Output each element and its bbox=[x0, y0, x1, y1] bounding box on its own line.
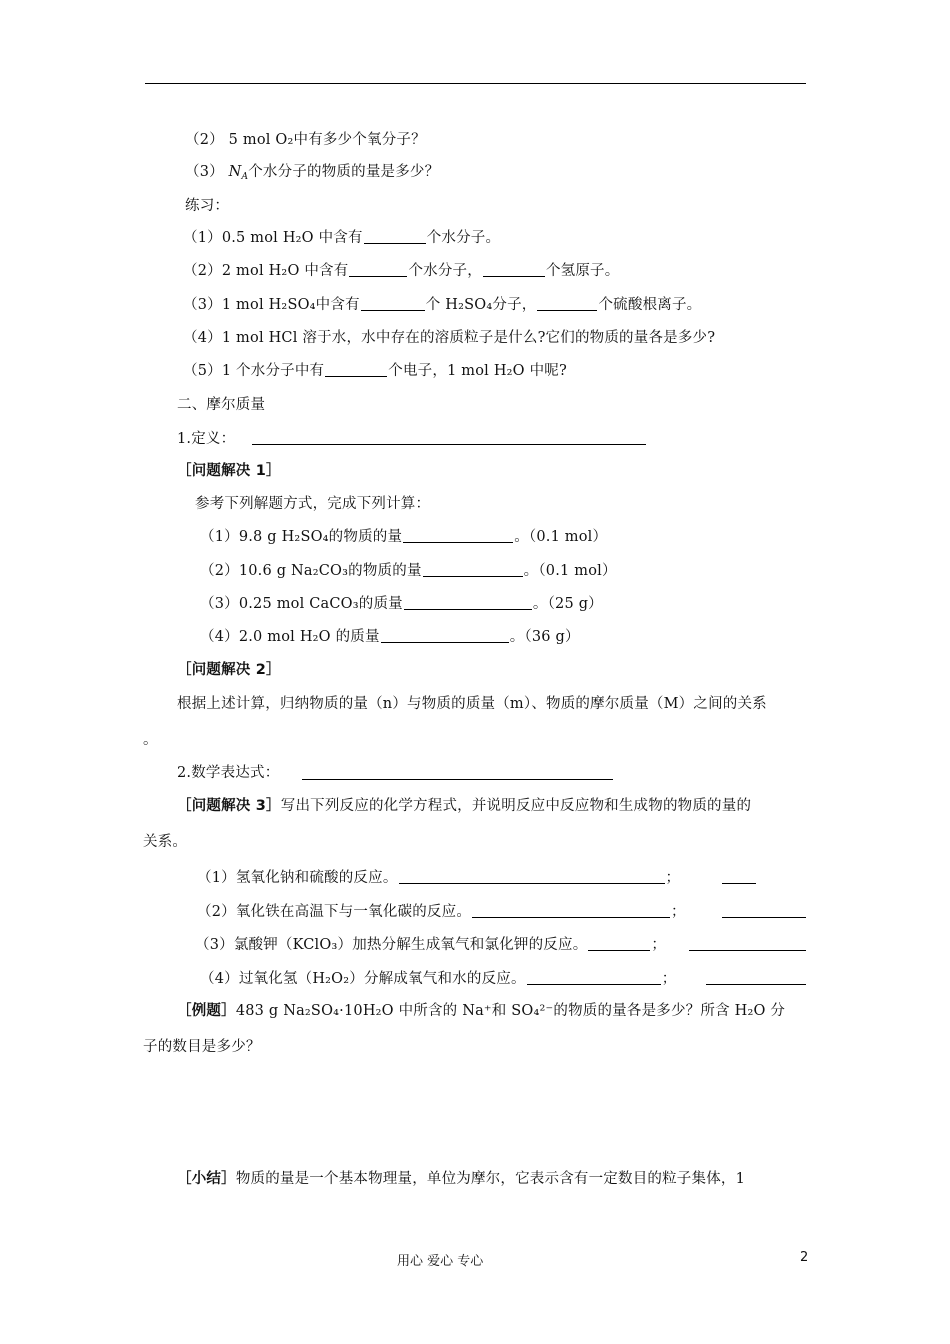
reaction-3: （3）氯酸钾（KClO₃）加热分解生成氧气和氯化钾的反应。 ； bbox=[195, 937, 667, 953]
problem-2-end: 。 bbox=[143, 732, 158, 748]
answer-blank[interactable] bbox=[588, 936, 650, 951]
problem-3-cont: 关系。 bbox=[143, 834, 188, 850]
answer-blank[interactable] bbox=[689, 950, 806, 951]
answer-blank[interactable] bbox=[483, 262, 545, 277]
answer-blank[interactable] bbox=[381, 628, 509, 643]
problem-2-text: 根据上述计算，归纳物质的量（n）与物质的质量（m）、物质的摩尔质量（M）之间的关系 bbox=[177, 696, 767, 712]
answer-blank[interactable] bbox=[361, 296, 425, 311]
answer-blank[interactable] bbox=[537, 296, 597, 311]
reaction-1: （1）氢氧化钠和硫酸的反应。 ； bbox=[197, 870, 681, 886]
example-cont: 子的数目是多少？ bbox=[143, 1039, 261, 1055]
summary: ［小结］物质的量是一个基本物理量，单位为摩尔，它表示含有一定数目的粒子集体，1 bbox=[177, 1171, 746, 1187]
definition-label: 1.定义： bbox=[177, 431, 236, 447]
practice-3: （3）1 mol H₂SO₄中含有 个 H₂SO₄分子， 个硫酸根离子。 bbox=[183, 297, 702, 313]
answer-blank[interactable] bbox=[722, 883, 756, 884]
answer-blank[interactable] bbox=[399, 869, 665, 884]
answer-blank[interactable] bbox=[349, 262, 407, 277]
answer-blank[interactable] bbox=[364, 229, 426, 244]
problem-1-title: ［问题解决 1］ bbox=[177, 463, 281, 479]
header-rule bbox=[145, 83, 806, 84]
example: ［例题］483 g Na₂SO₄·10H₂O 中所含的 Na⁺和 SO₄²⁻的物质的量各是多少？所含 H₂O 分 bbox=[177, 1003, 786, 1019]
calc-3: （3）0.25 mol CaCO₃的质量 。（25 g） bbox=[200, 596, 603, 612]
calc-2: （2）10.6 g Na₂CO₃的物质的量 。（0.1 mol） bbox=[200, 563, 617, 579]
page-number: 2 bbox=[800, 1250, 809, 1265]
answer-blank[interactable] bbox=[404, 595, 532, 610]
question-3: （3） $N_A$个水分子的物质的量是多少？ bbox=[185, 164, 440, 182]
problem-3: ［问题解决 3］写出下列反应的化学方程式，并说明反应中反应物和生成物的物质的量的 bbox=[177, 798, 752, 814]
practice-5: （5）1 个水分子中有 个电子，1 mol H₂O 中呢? bbox=[183, 363, 567, 379]
expression-blank[interactable] bbox=[302, 779, 613, 780]
answer-blank[interactable] bbox=[706, 984, 806, 985]
calc-4: （4）2.0 mol H₂O 的质量 。（36 g） bbox=[200, 629, 580, 645]
section-heading: 二、摩尔质量 bbox=[177, 397, 266, 413]
question-2: （2） 5 mol O₂中有多少个氧分子？ bbox=[185, 132, 426, 148]
reaction-4: （4）过氧化氢（H₂O₂）分解成氧气和水的反应。 ； bbox=[200, 971, 677, 987]
answer-blank[interactable] bbox=[403, 528, 513, 543]
problem-1-intro: 参考下列解题方式，完成下列计算： bbox=[195, 496, 431, 512]
calc-1: （1）9.8 g H₂SO₄的物质的量 。（0.1 mol） bbox=[200, 529, 608, 545]
answer-blank[interactable] bbox=[527, 970, 661, 985]
definition-blank[interactable] bbox=[252, 444, 646, 445]
practice-4: （4）1 mol HCl 溶于水，水中存在的溶质粒子是什么?它们的物质的量各是多少? bbox=[183, 330, 716, 346]
problem-2-title: ［问题解决 2］ bbox=[177, 662, 281, 678]
expression-label: 2.数学表达式： bbox=[177, 765, 280, 781]
answer-blank[interactable] bbox=[423, 562, 523, 577]
answer-blank[interactable] bbox=[472, 903, 670, 918]
answer-blank[interactable] bbox=[325, 362, 387, 377]
practice-title: 练习： bbox=[185, 198, 230, 214]
reaction-2: （2）氧化铁在高温下与一氧化碳的反应。 ； bbox=[197, 904, 686, 920]
practice-1: （1）0.5 mol H₂O 中含有 个水分子。 bbox=[183, 230, 501, 246]
practice-2: （2）2 mol H₂O 中含有 个水分子， 个氢原子。 bbox=[183, 263, 620, 279]
answer-blank[interactable] bbox=[722, 917, 806, 918]
footer-motto: 用心 爱心 专心 bbox=[397, 1254, 484, 1269]
